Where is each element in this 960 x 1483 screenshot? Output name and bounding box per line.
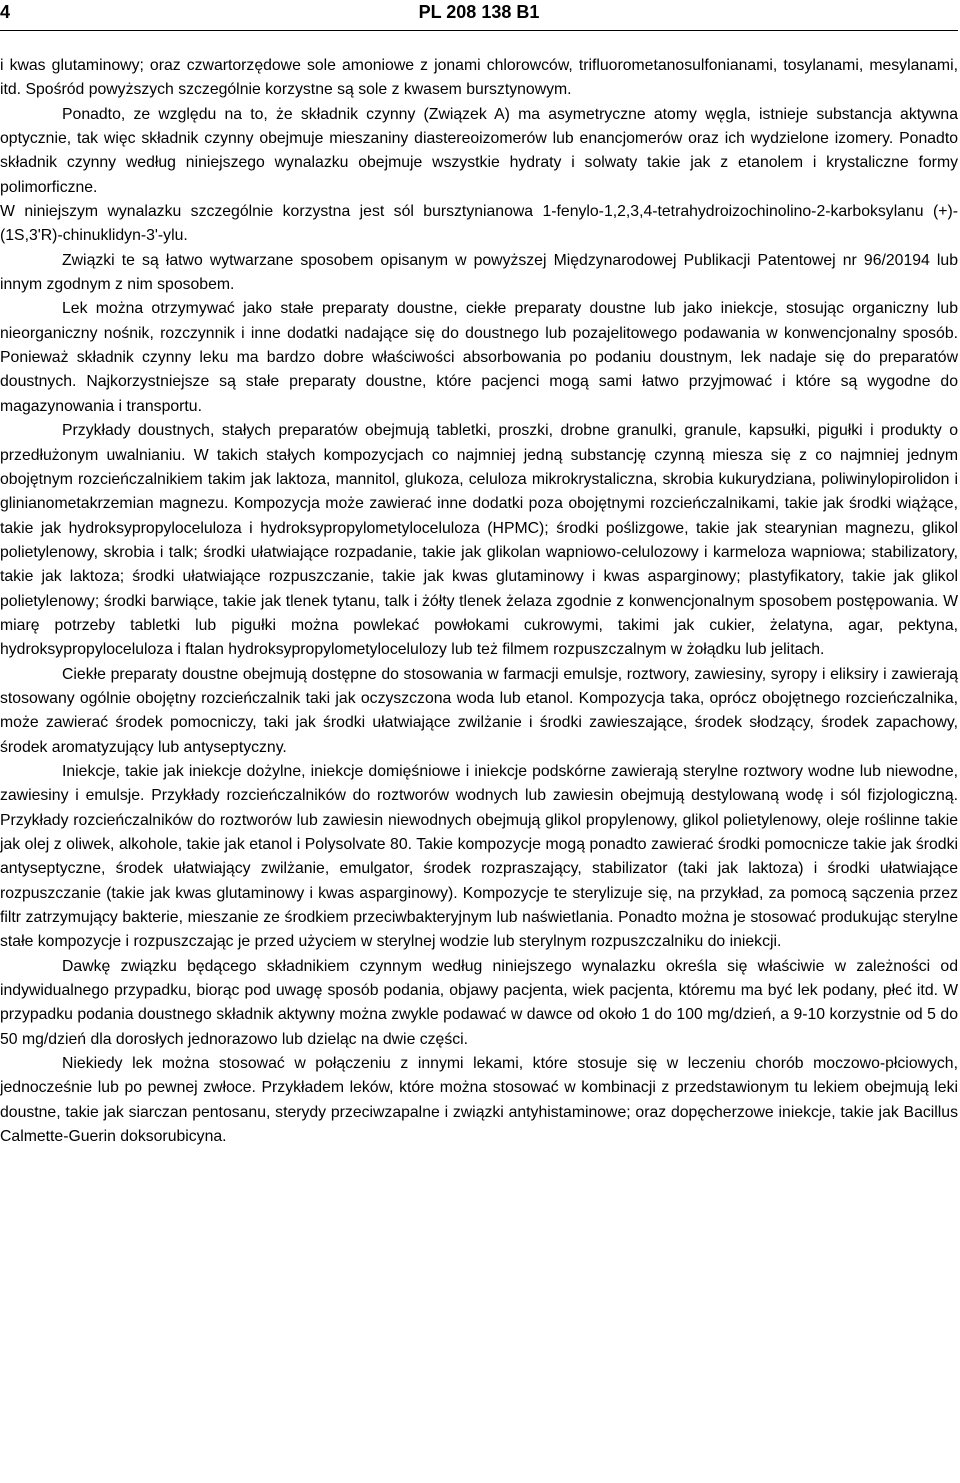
document-body [0,54,958,1149]
page-header [0,0,958,30]
paragraph: Ciekłe preparaty doustne obejmują dostępne do stosowania w farmacji emulsje, roztwory, zawiesiny, syropy i eliksiry i zawierają stosowany ogólnie obojętny rozcieńczalnik taki jak oczyszczona woda lub etanol. Kompozycja taka, oprócz obojętnego rozcieńczalnika, może zawierać środek pomocniczy, taki jak środki ułatwiające zwilżanie i środki zawieszające, środek słodzący, środek zapachowy, środek aromatyzujący lub antyseptyczny. [0,665,958,756]
paragraph: Iniekcje, takie jak iniekcje dożylne, iniekcje domięśniowe i iniekcje podskórne zawierają sterylne roztwory wodne lub niewodne, zawiesiny i emulsje. Przykłady rozcieńczalników do roztworów wodnych lub zawiesin obejmują destylowaną wodę i sól fizjologiczną. Przykłady rozcieńczalników do roztworów lub zawiesin niewodnych obejmują glikol propylenowy, glikol polietylenowy, oleje roślinne takie jak olej z oliwek, alkohole, takie jak etanol i Polysolvate 80. Takie kompozycje mogą ponadto zawierać środki pomocnicze takie jak środki antyseptyczne, środek ułatwiający zwilżanie, emulgator, środek rozpraszający, stabilizator (taki jak laktoza) i środki ułatwiające rozpuszczanie (takie jak kwas glutaminowy i kwas asparginowy). Kompozycje te sterylizuje się, na przykład, za pomocą sączenia przez filtr zatrzymujący bakterie, mieszanie ze środkiem przeciwbakteryjnym lub naświetlania. Ponadto można je stosować produkując sterylne stałe kompozycje i rozpuszczając je przed użyciem w sterylnej wodzie lub sterylnym rozpuszczalniku do iniekcji. [0,762,958,951]
patent-number: PL 208 138 B1 [418,2,540,22]
paragraph: Dawkę związku będącego składnikiem czynnym według niniejszego wynalazku określa się właściwie w zależności od indywidualnego przypadku, biorąc pod uwagę sposób podania, objawy pacjenta, wiek pacjenta, któremu ma być lek podany, płeć itd. W przypadku podania doustnego składnik aktywny można zwykle podawać w dawce od około 1 do 100 mg/dzień, a 9-10 korzystnie od 5 do 50 mg/dzień dla dorosłych jednorazowo lub dzieląc na dwie części. [0,957,958,1048]
paragraph: Ponadto, ze względu na to, że składnik czynny (Związek A) ma asymetryczne atomy węgla, istnieje substancja aktywna optycznie, tak więc składnik czynny obejmuje mieszaniny diastereoizomerów lub enancjomerów oraz ich wydzielone izomery. Ponadto składnik czynny według niniejszego wynalazku obejmuje wszystkie hydraty i solwaty takie jak z etanolem i krystaliczne formy polimorficzne. [0,105,958,196]
page-number: 4 [0,2,11,22]
paragraph: W niniejszym wynalazku szczególnie korzystna jest sól bursztynianowa 1-fenylo-1,2,3,4-tetrahydroizochinolino-2-karboksylanu (+)-(1S,3'R)-chinuklidyn-3'-ylu. [0,203,958,245]
paragraph: Związki te są łatwo wytwarzane sposobem opisanym w powyższej Międzynarodowej Publikacji Patentowej nr 96/20194 lub innym zgodnym z nim sposobem. [0,251,958,294]
paragraph: Lek można otrzymywać jako stałe preparaty doustne, ciekłe preparaty doustne lub jako iniekcje, stosując organiczny lub nieorganiczny nośnik, rozczynnik i inne dodatki nadające się do doustnego lub pozajelitowego podawania w konwencjonalny sposób. Ponieważ składnik czynny leku ma bardzo dobre właściwości absorbowania po podaniu doustnym, lek nadaje się do preparatów doustnych. Najkorzystniejsze są stałe preparaty doustne, które pacjenci mogą sami łatwo przyjmować i które są wygodne do magazynowania i transportu. [0,300,958,415]
paragraph: i kwas glutaminowy; oraz czwartorzędowe sole amoniowe z jonami chlorowców, trifluorometanosulfonianami, tosylanami, mesylanami, itd. Spośród powyższych szczególnie korzystne są sole z kwasem bursztynowym. [0,57,958,99]
header-divider [0,30,958,31]
paragraph: Niekiedy lek można stosować w połączeniu z innymi lekami, które stosuje się w leczeniu chorób moczowo-płciowych, jednocześnie lub po pewnej zwłoce. Przykładem leków, które można stosować w kombinacji z przedstawionym tu lekiem obejmują leki doustne, takie jak siarczan pentosanu, sterydy przeciwzapalne i związki antyhistaminowe; oraz dopęcherzowe iniekcje, takie jak Bacillus Calmette-Guerin doksorubicyna. [0,1055,958,1146]
paragraph: Przykłady doustnych, stałych preparatów obejmują tabletki, proszki, drobne granulki, granule, kapsułki, pigułki i produkty o przedłużonym uwalnianiu. W takich stałych kompozycjach co najmniej jedną substancję czynną miesza się z co najmniej jednym obojętnym rozcieńczalnikiem takim jak laktoza, mannitol, glukoza, celuloza mikrokrystaliczna, skrobia kukurydziana, poliwinylopirolidon i glinianometakrzemian magnezu. Kompozycja może zawierać inne dodatki poza obojętnymi rozcieńczalnikami, takie jak środki wiążące, takie jak hydroksypropyloceluloza i hydroksypropylometyloceluloza (HPMC); środki poślizgowe, takie jak stearynian magnezu, glikol polietylenowy, skrobia i talk; środki ułatwiające rozpadanie, takie jak glikolan wapniowo-celulozowy i karmeloza wapniowa; stabilizatory, takie jak laktoza; środki ułatwiające rozpuszczanie, takie jak kwas glutaminowy i kwas asparginowy; plastyfikatory, takie jak glikol polietylenowy; środki barwiące, takie jak tlenek tytanu, talk i żółty tlenek żelaza zgodnie z konwencjonalnym sposobem postępowania. W miarę potrzeby tabletki lub pigułki można powlekać powłokami cukrowymi, takimi jak cukier, żelatyna, agar, pektyna, hydroksypropyloceluloza i ftalan hydroksypropylometylocelulozy lub też filmem rozpuszczalnym w żołądku lub jelitach. [0,422,958,659]
